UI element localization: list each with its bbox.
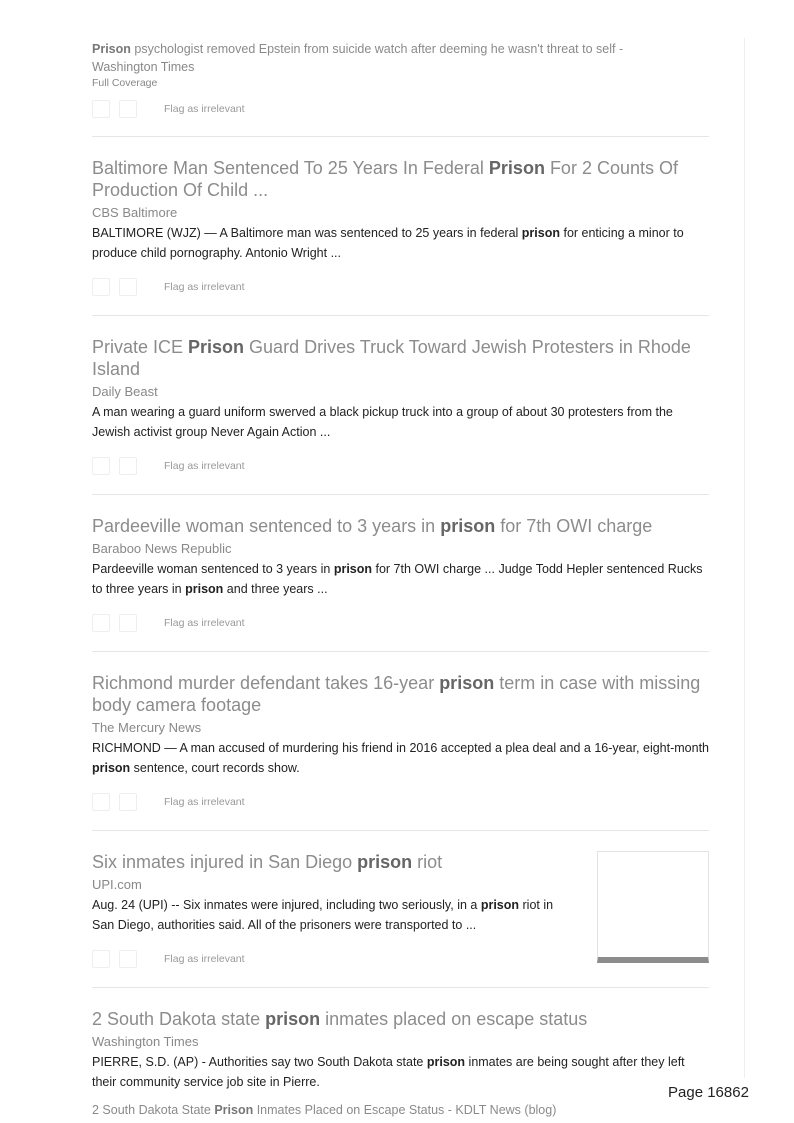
article-thumbnail[interactable] bbox=[597, 851, 709, 963]
title-text: Pardeeville woman sentenced to 3 years in bbox=[92, 516, 441, 536]
article-snippet bbox=[92, 895, 577, 935]
article-title[interactable] bbox=[92, 157, 709, 201]
article-source: Washington Times bbox=[92, 60, 195, 74]
snippet-text: Pardeeville woman sentenced to 3 years in bbox=[92, 562, 334, 576]
news-item bbox=[92, 988, 709, 1120]
item-actions bbox=[92, 456, 709, 476]
keyword: prison bbox=[521, 226, 560, 240]
item-actions bbox=[92, 792, 709, 812]
thumbs-down-checkbox[interactable] bbox=[119, 457, 137, 475]
thumbs-up-checkbox[interactable] bbox=[92, 793, 110, 811]
keyword: Prison bbox=[188, 337, 245, 357]
title-text: psychologist removed Epstein from suicide watch after deeming he wasn't threat to self - bbox=[130, 42, 624, 56]
snippet-text: riot in San Diego, authorities said. All of the prisoners were transported to ... bbox=[92, 898, 554, 932]
snippet-text: BALTIMORE (WJZ) — A Baltimore man was sentenced to 25 years in federal bbox=[92, 226, 522, 240]
thumbs-down-checkbox[interactable] bbox=[119, 278, 137, 296]
article-snippet bbox=[92, 402, 709, 442]
article-source: Daily Beast bbox=[92, 384, 158, 399]
item-actions bbox=[92, 277, 709, 297]
article-title[interactable] bbox=[92, 515, 709, 537]
article-title[interactable] bbox=[92, 672, 709, 716]
related-text: Inmates Placed on Escape Status - KDLT News (blog) bbox=[253, 1103, 557, 1117]
news-item bbox=[92, 316, 709, 495]
title-text: Guard Drives Truck Toward Jewish Protesters in Rhode Island bbox=[92, 337, 691, 379]
thumbs-up-checkbox[interactable] bbox=[92, 457, 110, 475]
keyword: prison bbox=[185, 582, 224, 596]
title-text: inmates placed on escape status bbox=[320, 1009, 588, 1029]
article-source: The Mercury News bbox=[92, 720, 202, 735]
keyword: Prison bbox=[488, 158, 545, 178]
title-text: term in case with missing body camera footage bbox=[92, 673, 701, 715]
article-title[interactable] bbox=[92, 336, 709, 380]
title-text: for 7th OWI charge bbox=[495, 516, 653, 536]
keyword: prison bbox=[265, 1009, 321, 1029]
snippet-text: RICHMOND — A man accused of murdering his friend in 2016 accepted a plea deal and a 16-year, eight-month bbox=[92, 741, 710, 755]
flag-irrelevant-link[interactable]: Flag as irrelevant bbox=[164, 953, 245, 965]
article-title[interactable] bbox=[92, 1008, 709, 1030]
article-source: Washington Times bbox=[92, 1034, 199, 1049]
right-margin-rule bbox=[744, 38, 745, 1078]
title-text: Six inmates injured in San Diego bbox=[92, 852, 358, 872]
full-coverage-link[interactable]: Full Coverage bbox=[92, 77, 158, 89]
news-item bbox=[92, 652, 709, 831]
article-source: CBS Baltimore bbox=[92, 205, 178, 220]
flag-irrelevant-link[interactable]: Flag as irrelevant bbox=[164, 281, 245, 293]
article-snippet bbox=[92, 559, 709, 599]
news-feed bbox=[92, 40, 709, 1120]
related-text: 2 South Dakota State bbox=[92, 1103, 215, 1117]
title-text: Private ICE bbox=[92, 337, 189, 357]
news-item bbox=[92, 495, 709, 652]
snippet-text: sentence, court records show. bbox=[130, 761, 300, 775]
article-source: Baraboo News Republic bbox=[92, 541, 232, 556]
thumbs-down-checkbox[interactable] bbox=[119, 950, 137, 968]
news-item bbox=[92, 40, 709, 137]
article-snippet bbox=[92, 223, 709, 263]
flag-irrelevant-link[interactable]: Flag as irrelevant bbox=[164, 103, 245, 115]
keyword: prison bbox=[333, 562, 373, 576]
thumbs-up-checkbox[interactable] bbox=[92, 614, 110, 632]
article-snippet bbox=[92, 1052, 709, 1092]
news-item bbox=[92, 831, 709, 988]
keyword: Prison bbox=[92, 42, 131, 56]
flag-irrelevant-link[interactable]: Flag as irrelevant bbox=[164, 460, 245, 472]
thumbs-down-checkbox[interactable] bbox=[119, 100, 137, 118]
thumbs-down-checkbox[interactable] bbox=[119, 793, 137, 811]
title-text: riot bbox=[412, 852, 443, 872]
item-actions bbox=[92, 613, 709, 633]
keyword: prison bbox=[439, 673, 495, 693]
title-text: For 2 Counts Of Production Of Child ... bbox=[92, 158, 678, 200]
article-snippet bbox=[92, 738, 709, 778]
news-item bbox=[92, 137, 709, 316]
snippet-text: for enticing a minor to produce child pornography. Antonio Wright ... bbox=[92, 226, 684, 260]
keyword: prison bbox=[357, 852, 413, 872]
keyword: prison bbox=[426, 1055, 466, 1069]
keyword: prison bbox=[480, 898, 520, 912]
flag-irrelevant-link[interactable]: Flag as irrelevant bbox=[164, 796, 245, 808]
flag-irrelevant-link[interactable]: Flag as irrelevant bbox=[164, 617, 245, 629]
page-number: Page 16862 bbox=[668, 1084, 749, 1101]
article-title[interactable] bbox=[92, 851, 577, 873]
keyword: Prison bbox=[214, 1103, 254, 1117]
keyword: prison bbox=[440, 516, 496, 536]
title-text: 2 South Dakota state bbox=[92, 1009, 266, 1029]
title-text: Richmond murder defendant takes 16-year bbox=[92, 673, 440, 693]
keyword: prison bbox=[92, 761, 131, 775]
thumbs-up-checkbox[interactable] bbox=[92, 278, 110, 296]
article-source: UPI.com bbox=[92, 877, 142, 892]
title-text: Baltimore Man Sentenced To 25 Years In Federal bbox=[92, 158, 489, 178]
snippet-text: PIERRE, S.D. (AP) - Authorities say two South Dakota state bbox=[92, 1055, 427, 1069]
snippet-text: and three years ... bbox=[223, 582, 328, 596]
snippet-text: A man wearing a guard uniform swerved a black pickup truck into a group of about 30 protesters from the Jewish activist group Never Again Action ... bbox=[92, 405, 673, 439]
related-article-link[interactable] bbox=[92, 1100, 709, 1120]
item-actions bbox=[92, 99, 709, 119]
snippet-text: inmates are being sought after they left their community service job site in Pierre. bbox=[92, 1055, 685, 1089]
thumbs-up-checkbox[interactable] bbox=[92, 100, 110, 118]
thumbs-down-checkbox[interactable] bbox=[119, 614, 137, 632]
thumbs-up-checkbox[interactable] bbox=[92, 950, 110, 968]
snippet-text: for 7th OWI charge ... Judge Todd Hepler sentenced Rucks to three years in bbox=[92, 562, 703, 596]
article-title[interactable] bbox=[92, 40, 709, 59]
snippet-text: Aug. 24 (UPI) -- Six inmates were injured, including two seriously, in a bbox=[92, 898, 481, 912]
